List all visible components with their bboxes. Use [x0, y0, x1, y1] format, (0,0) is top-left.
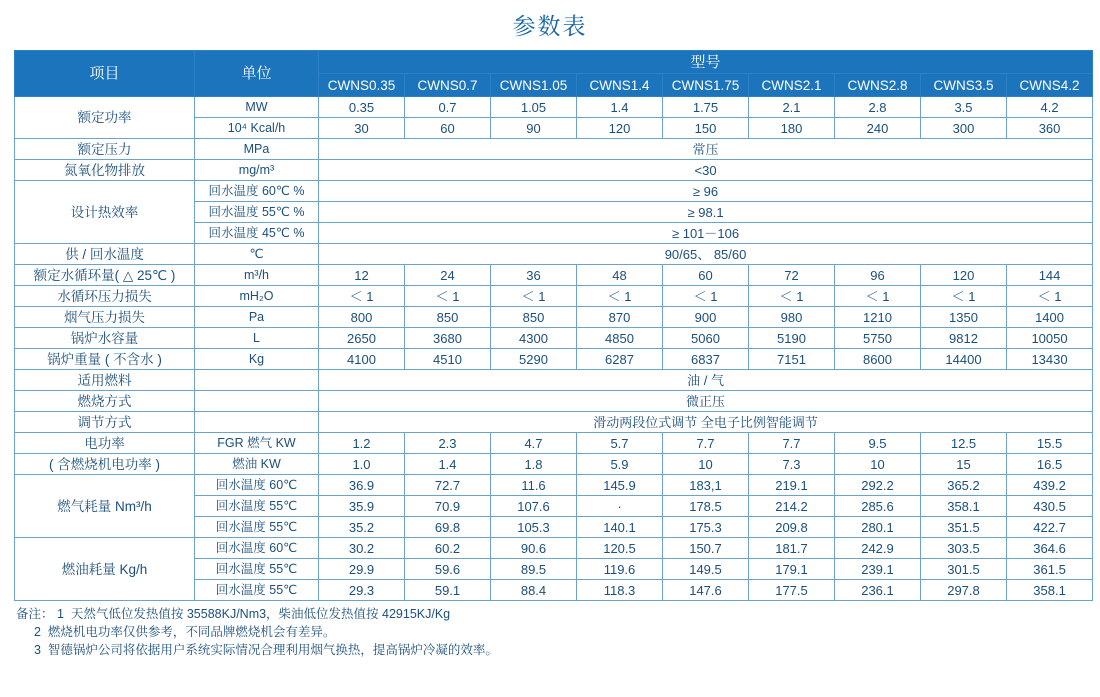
- row-unit: m³/h: [195, 265, 319, 286]
- row-label: 锅炉水容量: [15, 328, 195, 349]
- row-label: 适用燃料: [15, 370, 195, 391]
- cell: 4.7: [491, 433, 577, 454]
- row-unit: 回水温度 55℃: [195, 517, 319, 538]
- row-label: 锅炉重量 ( 不含水 ): [15, 349, 195, 370]
- cell: 35.2: [319, 517, 405, 538]
- note-line-3: 3 智德锅炉公司将依据用户系统实际情况合理利用烟气换热，提高锅炉冷凝的效率。: [34, 643, 498, 657]
- cell-span: ≥ 96: [319, 181, 1093, 202]
- table-row: [15, 181, 1093, 202]
- cell: 285.6: [835, 496, 921, 517]
- cell: 3.5: [921, 97, 1007, 118]
- cell: 59.6: [405, 559, 491, 580]
- cell: 239.1: [835, 559, 921, 580]
- cell: 4.2: [1007, 97, 1093, 118]
- cell: 119.6: [577, 559, 663, 580]
- cell: 4850: [577, 328, 663, 349]
- cell: 8600: [835, 349, 921, 370]
- cell: 209.8: [749, 517, 835, 538]
- cell: 15: [921, 454, 1007, 475]
- row-unit: [195, 412, 319, 433]
- header-model-8: CWNS4.2: [1007, 74, 1093, 97]
- row-unit: L: [195, 328, 319, 349]
- cell: 180: [749, 118, 835, 139]
- row-label: 氮氧化物排放: [15, 160, 195, 181]
- cell: 0.35: [319, 97, 405, 118]
- cell: 1.0: [319, 454, 405, 475]
- cell: 179.1: [749, 559, 835, 580]
- cell-span: 90/65、 85/60: [319, 244, 1093, 265]
- table-row: [15, 454, 1093, 475]
- cell: 240: [835, 118, 921, 139]
- cell-span: <30: [319, 160, 1093, 181]
- note-line-1: 备注： 1 天然气低位发热值按 35588KJ/Nm3，柴油低位发热值按 42915KJ/Kg: [16, 607, 451, 621]
- cell: 900: [663, 307, 749, 328]
- cell-span: 微正压: [319, 391, 1093, 412]
- cell: 364.6: [1007, 538, 1093, 559]
- row-label: 额定功率: [15, 97, 195, 139]
- row-unit: MPa: [195, 139, 319, 160]
- cell: 105.3: [491, 517, 577, 538]
- cell: 214.2: [749, 496, 835, 517]
- cell: 177.5: [749, 580, 835, 601]
- cell: 118.3: [577, 580, 663, 601]
- row-unit: mH₂O: [195, 286, 319, 307]
- table-row: [15, 97, 1093, 118]
- cell: 3680: [405, 328, 491, 349]
- cell: 1.05: [491, 97, 577, 118]
- row-unit: 燃油 KW: [195, 454, 319, 475]
- cell: 72: [749, 265, 835, 286]
- cell: 10: [663, 454, 749, 475]
- table-row: [15, 244, 1093, 265]
- cell: 7.7: [663, 433, 749, 454]
- row-unit: 回水温度 55℃: [195, 496, 319, 517]
- cell: 147.6: [663, 580, 749, 601]
- cell-span: 油 / 气: [319, 370, 1093, 391]
- cell: 2650: [319, 328, 405, 349]
- cell: 351.5: [921, 517, 1007, 538]
- row-label: 燃烧方式: [15, 391, 195, 412]
- table-row: [15, 475, 1093, 496]
- cell: 30.2: [319, 538, 405, 559]
- cell: 59.1: [405, 580, 491, 601]
- row-unit: [195, 391, 319, 412]
- cell: 29.3: [319, 580, 405, 601]
- cell: ·: [577, 496, 663, 517]
- row-label: 设计热效率: [15, 181, 195, 244]
- header-model-0: CWNS0.35: [319, 74, 405, 97]
- header-model: 型号: [319, 51, 1093, 74]
- cell: 5060: [663, 328, 749, 349]
- cell: 120: [577, 118, 663, 139]
- header-model-6: CWNS2.8: [835, 74, 921, 97]
- cell: 7151: [749, 349, 835, 370]
- cell: ＜ 1: [577, 286, 663, 307]
- row-label: 电功率: [15, 433, 195, 454]
- table-row: [15, 265, 1093, 286]
- cell: 5290: [491, 349, 577, 370]
- row-unit: 回水温度 60℃ %: [195, 181, 319, 202]
- cell: 5750: [835, 328, 921, 349]
- row-label: ( 含燃烧机电功率 ): [15, 454, 195, 475]
- row-label: 水循环压力损失: [15, 286, 195, 307]
- cell-span: ≥ 98.1: [319, 202, 1093, 223]
- cell-span: 常压: [319, 139, 1093, 160]
- header-model-1: CWNS0.7: [405, 74, 491, 97]
- row-unit: 回水温度 45℃ %: [195, 223, 319, 244]
- cell: 301.5: [921, 559, 1007, 580]
- cell: 120.5: [577, 538, 663, 559]
- cell: ＜ 1: [405, 286, 491, 307]
- cell: 422.7: [1007, 517, 1093, 538]
- cell: 145.9: [577, 475, 663, 496]
- cell: 60: [405, 118, 491, 139]
- cell: 36.9: [319, 475, 405, 496]
- row-label: 额定压力: [15, 139, 195, 160]
- cell: 90: [491, 118, 577, 139]
- cell: 29.9: [319, 559, 405, 580]
- cell: 140.1: [577, 517, 663, 538]
- row-unit: [195, 370, 319, 391]
- cell: 5.9: [577, 454, 663, 475]
- cell: 1400: [1007, 307, 1093, 328]
- row-label: 调节方式: [15, 412, 195, 433]
- row-unit: Kg: [195, 349, 319, 370]
- cell: 1.2: [319, 433, 405, 454]
- cell: 30: [319, 118, 405, 139]
- row-unit: 回水温度 60℃: [195, 538, 319, 559]
- cell: 5.7: [577, 433, 663, 454]
- cell: 12: [319, 265, 405, 286]
- cell: 1.8: [491, 454, 577, 475]
- cell: 1.4: [577, 97, 663, 118]
- cell: 16.5: [1007, 454, 1093, 475]
- cell: 36: [491, 265, 577, 286]
- cell: 0.7: [405, 97, 491, 118]
- table-row: [15, 433, 1093, 454]
- cell: 1.4: [405, 454, 491, 475]
- row-unit: 回水温度 60℃: [195, 475, 319, 496]
- cell: 24: [405, 265, 491, 286]
- cell: 5190: [749, 328, 835, 349]
- cell: 35.9: [319, 496, 405, 517]
- cell: 150.7: [663, 538, 749, 559]
- row-label: 额定水循环量( △ 25℃ ): [15, 265, 195, 286]
- cell: 360: [1007, 118, 1093, 139]
- table-row: [15, 307, 1093, 328]
- cell: 11.6: [491, 475, 577, 496]
- table-row: [15, 160, 1093, 181]
- row-unit: FGR 燃气 KW: [195, 433, 319, 454]
- table-row: [15, 328, 1093, 349]
- header-model-7: CWNS3.5: [921, 74, 1007, 97]
- cell: 12.5: [921, 433, 1007, 454]
- cell: 7.7: [749, 433, 835, 454]
- cell: 242.9: [835, 538, 921, 559]
- cell: 361.5: [1007, 559, 1093, 580]
- cell: 60: [663, 265, 749, 286]
- cell: 4510: [405, 349, 491, 370]
- cell: 48: [577, 265, 663, 286]
- cell: 9812: [921, 328, 1007, 349]
- cell: 181.7: [749, 538, 835, 559]
- header-unit: 单位: [195, 51, 319, 97]
- cell: ＜ 1: [491, 286, 577, 307]
- cell: 358.1: [1007, 580, 1093, 601]
- cell: 300: [921, 118, 1007, 139]
- row-unit: mg/m³: [195, 160, 319, 181]
- notes-block: [16, 605, 1084, 659]
- cell: 850: [405, 307, 491, 328]
- row-unit: Pa: [195, 307, 319, 328]
- cell: 2.8: [835, 97, 921, 118]
- cell: 6837: [663, 349, 749, 370]
- cell: ＜ 1: [835, 286, 921, 307]
- cell: 2.3: [405, 433, 491, 454]
- page-title: 参数表: [512, 13, 588, 39]
- cell: ＜ 1: [1007, 286, 1093, 307]
- cell: 365.2: [921, 475, 1007, 496]
- cell: 439.2: [1007, 475, 1093, 496]
- cell: 980: [749, 307, 835, 328]
- cell: 219.1: [749, 475, 835, 496]
- cell: 7.3: [749, 454, 835, 475]
- cell: 870: [577, 307, 663, 328]
- cell: 149.5: [663, 559, 749, 580]
- cell: 303.5: [921, 538, 1007, 559]
- table-row: [15, 412, 1093, 433]
- header-model-3: CWNS1.4: [577, 74, 663, 97]
- cell: 1350: [921, 307, 1007, 328]
- parameters-table: [14, 50, 1093, 601]
- cell: 72.7: [405, 475, 491, 496]
- table-row: [15, 139, 1093, 160]
- cell: 90.6: [491, 538, 577, 559]
- cell-span: 滑动两段位式调节 全电子比例智能调节: [319, 412, 1093, 433]
- row-label: 燃气耗量 Nm³/h: [15, 475, 195, 538]
- cell: ＜ 1: [921, 286, 1007, 307]
- cell: 96: [835, 265, 921, 286]
- header-item: 项目: [15, 51, 195, 97]
- row-label: 供 / 回水温度: [15, 244, 195, 265]
- cell: 4300: [491, 328, 577, 349]
- cell: 358.1: [921, 496, 1007, 517]
- cell: 60.2: [405, 538, 491, 559]
- cell: 4100: [319, 349, 405, 370]
- cell: 183,1: [663, 475, 749, 496]
- row-unit: ℃: [195, 244, 319, 265]
- table-row: [15, 349, 1093, 370]
- cell: 14400: [921, 349, 1007, 370]
- row-unit: 回水温度 55℃: [195, 580, 319, 601]
- cell: 10050: [1007, 328, 1093, 349]
- cell: 236.1: [835, 580, 921, 601]
- table-row: [15, 370, 1093, 391]
- cell: 6287: [577, 349, 663, 370]
- cell: ＜ 1: [319, 286, 405, 307]
- header-model-4: CWNS1.75: [663, 74, 749, 97]
- cell: 2.1: [749, 97, 835, 118]
- header-model-2: CWNS1.05: [491, 74, 577, 97]
- row-label: 烟气压力损失: [15, 307, 195, 328]
- row-unit: 回水温度 55℃: [195, 559, 319, 580]
- cell: ＜ 1: [749, 286, 835, 307]
- cell: 70.9: [405, 496, 491, 517]
- cell: 1.75: [663, 97, 749, 118]
- table-row: [15, 538, 1093, 559]
- cell: ＜ 1: [663, 286, 749, 307]
- cell: 69.8: [405, 517, 491, 538]
- cell: 10: [835, 454, 921, 475]
- table-row: [15, 286, 1093, 307]
- cell: 178.5: [663, 496, 749, 517]
- row-unit: 10⁴ Kcal/h: [195, 118, 319, 139]
- row-unit: 回水温度 55℃ %: [195, 202, 319, 223]
- cell: 1210: [835, 307, 921, 328]
- cell: 88.4: [491, 580, 577, 601]
- cell: 89.5: [491, 559, 577, 580]
- cell: 150: [663, 118, 749, 139]
- cell: 15.5: [1007, 433, 1093, 454]
- table-row: [15, 391, 1093, 412]
- cell: 144: [1007, 265, 1093, 286]
- cell: 280.1: [835, 517, 921, 538]
- cell: 430.5: [1007, 496, 1093, 517]
- cell: 107.6: [491, 496, 577, 517]
- cell: 292.2: [835, 475, 921, 496]
- cell: 850: [491, 307, 577, 328]
- cell: 120: [921, 265, 1007, 286]
- row-label: 燃油耗量 Kg/h: [15, 538, 195, 601]
- note-line-2: 2 燃烧机电功率仅供参考，不同品牌燃烧机会有差异。: [34, 625, 336, 639]
- cell: 13430: [1007, 349, 1093, 370]
- cell-span: ≥ 101－106: [319, 223, 1093, 244]
- row-unit: MW: [195, 97, 319, 118]
- cell: 9.5: [835, 433, 921, 454]
- header-model-5: CWNS2.1: [749, 74, 835, 97]
- cell: 175.3: [663, 517, 749, 538]
- cell: 297.8: [921, 580, 1007, 601]
- cell: 800: [319, 307, 405, 328]
